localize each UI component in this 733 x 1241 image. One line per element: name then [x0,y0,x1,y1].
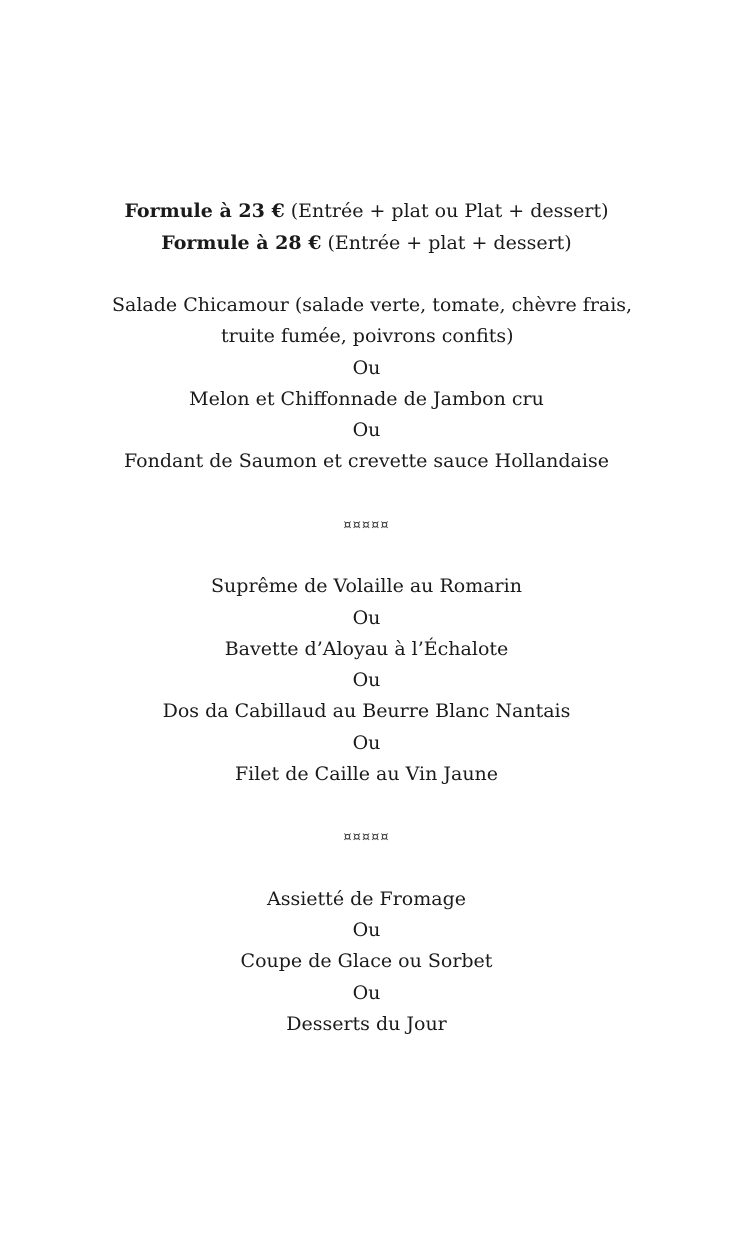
starter-fondant: Fondant de Saumon et crevette sauce Hollandaise [124,450,609,472]
formula-28-detail: (Entrée + plat + dessert) [321,232,572,254]
section-separator-2: ¤¤¤¤¤ [343,830,390,845]
starter-or-1: Ou [352,357,381,379]
main-or-2: Ou [352,669,381,691]
dessert-fromage: Assietté de Fromage [267,888,466,910]
formula-23-price: Formule à 23 € [124,200,285,222]
main-or-3: Ou [352,732,381,754]
main-supreme: Suprême de Volaille au Romarin [211,575,522,597]
main-cabillaud: Dos da Cabillaud au Beurre Blanc Nantais [162,700,571,722]
starter-salade-line1: Salade Chicamour (salade verte, tomate, chèvre frais, [112,294,633,316]
dessert-or-1: Ou [352,919,381,941]
formula-28 [0,228,733,259]
starter-salade-line2: truite fumée, poivrons confits) [221,325,514,347]
dessert-du-jour: Desserts du Jour [286,1013,447,1035]
main-caille: Filet de Caille au Vin Jaune [234,763,499,785]
formula-23-detail: (Entrée + plat ou Plat + dessert) [284,200,609,222]
dessert-glace: Coupe de Glace ou Sorbet [240,950,493,972]
formula-28-price: Formule à 28 € [161,232,322,254]
main-bavette: Bavette d’Aloyau à l’Échalote [224,638,509,660]
dessert-or-2: Ou [352,982,381,1004]
starter-or-2: Ou [352,419,381,441]
section-separator-1: ¤¤¤¤¤ [343,518,390,533]
main-or-1: Ou [352,607,381,629]
formula-23 [0,196,733,227]
starter-melon: Melon et Chiffonnade de Jambon cru [189,388,544,410]
